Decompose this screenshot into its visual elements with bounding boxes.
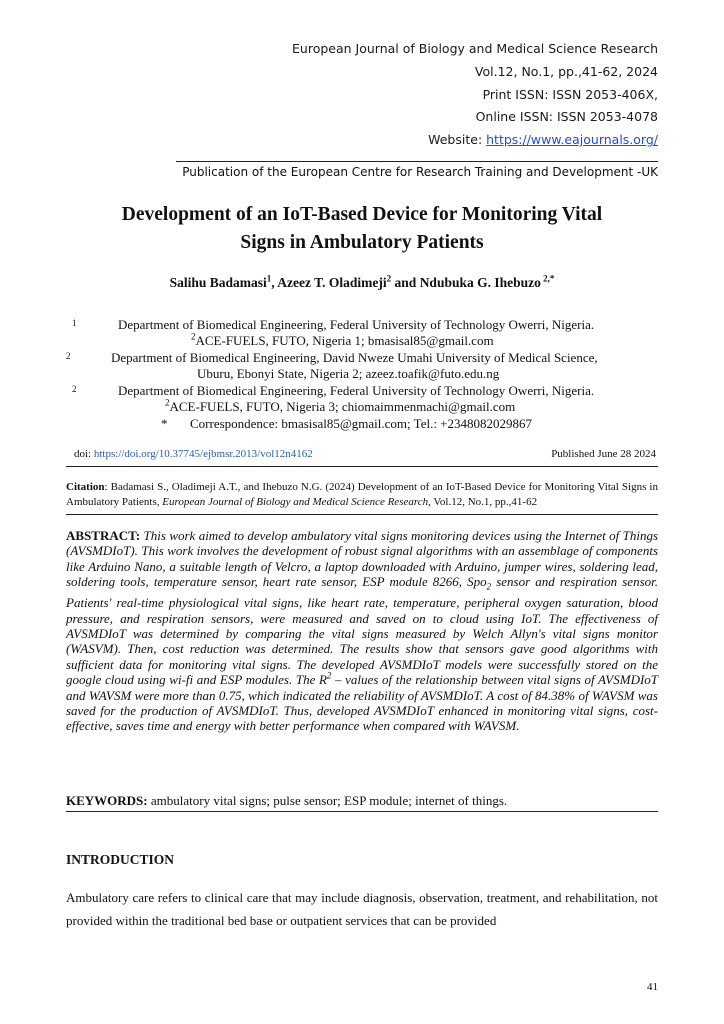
affiliation-line-4: Uburu, Ebonyi State, Nigeria 2; azeez.toafik@futo.edu.ng <box>197 366 500 381</box>
print-issn: Print ISSN: ISSN 2053-406X, <box>482 86 658 102</box>
citation-text-2: , Vol.12, No.1, pp.,41-62 <box>428 496 538 508</box>
author-2: Azeez T. Oladimeji <box>277 275 387 290</box>
citation-journal: European Journal of Biology and Medical Science Research <box>162 496 429 508</box>
affiliation-num-1: 1 <box>72 318 77 328</box>
affiliation-num-3: 2 <box>72 384 77 394</box>
title-line-1: Development of an IoT-Based Device for Monitoring Vital <box>121 204 603 225</box>
doi-row <box>74 448 656 460</box>
affiliation-line-3: Department of Biomedical Engineering, David Nweze Umahi University of Medical Science, <box>111 350 598 365</box>
citation-label: Citation <box>66 481 105 493</box>
keywords-divider <box>66 811 658 812</box>
citation <box>66 480 658 510</box>
keywords-label: KEYWORDS: <box>66 793 148 808</box>
publication-line: Publication of the European Centre for Research Training and Development -UK <box>182 165 658 179</box>
correspondence-star: * <box>161 416 168 431</box>
keywords <box>66 793 507 809</box>
website-link[interactable]: https://www.eajournals.org/ <box>486 132 658 148</box>
affiliation-num-2: 2 <box>66 351 71 361</box>
author-1: Salihu Badamasi <box>169 275 267 290</box>
title-line-2: Signs in Ambulatory Patients <box>240 232 484 253</box>
header-divider <box>176 161 658 162</box>
affiliation-line-1: Department of Biomedical Engineering, Federal University of Technology Owerri, Nigeria. <box>118 317 595 332</box>
running-header <box>292 38 658 152</box>
author-2-sup: 2 <box>386 273 392 284</box>
affiliation-line-2-text: ACE-FUELS, FUTO, Nigeria 1; bmasisal85@gmail.com <box>195 333 494 348</box>
published-date: Published June 28 2024 <box>551 448 656 460</box>
abstract-sub: 2 <box>486 581 492 592</box>
abstract-sup: 2 <box>326 670 332 681</box>
author-sep-2: and <box>391 275 420 290</box>
page-number: 41 <box>647 981 658 993</box>
affiliation-line-5: Department of Biomedical Engineering, Federal University of Technology Owerri, Nigeria. <box>118 383 595 398</box>
online-issn: Online ISSN: ISSN 2053-4078 <box>475 109 658 125</box>
affiliation-line-2-sup: 2 <box>191 331 196 342</box>
journal-name: European Journal of Biology and Medical Science Research <box>292 41 658 56</box>
correspondence-line: Correspondence: bmasisal85@gmail.com; Tel.: +2348082029867 <box>190 416 533 431</box>
author-3-sup: 2,* <box>540 273 555 284</box>
author-3: Ndubuka G. Ihebuzo <box>419 275 541 290</box>
author-sep-1: , <box>271 275 278 290</box>
affiliation-line-6-sup: 2 <box>165 397 170 408</box>
website-line <box>292 129 658 152</box>
volume-info: Vol.12, No.1, pp.,41-62, 2024 <box>474 63 658 79</box>
keywords-text: ambulatory vital signs; pulse sensor; ESP module; internet of things. <box>147 793 508 808</box>
abstract-part-1: This work aimed to develop ambulatory vital signs monitoring devices using the Internet of Things (AVSMDIoT). This work involves the development of robust signal algorithms with an assemblage of components like Arduino Nano, a suitable length of Velcro, a laptop downloaded with Arduino, jumper wires, soldering lead, soldering tools, temperature sensor, heart rate sensor, ESP module 8266, Spo <box>66 528 658 590</box>
introduction-paragraph: Ambulatory care refers to clinical care that may include diagnosis, observation, treatment, and rehabilitation, not provided within the traditional bed base or outpatient services that can be provided <box>66 890 658 928</box>
author-list <box>60 275 664 291</box>
abstract-label: ABSTRACT: <box>66 528 141 543</box>
affiliation-line-2 <box>191 333 494 350</box>
paper-title <box>60 201 664 257</box>
doi-label: doi: <box>74 448 94 460</box>
author-1-sup: 1 <box>266 273 272 284</box>
doi-link[interactable]: https://doi.org/10.37745/ejbmsr.2013/vol12n4162 <box>93 448 313 460</box>
affiliation-line-6 <box>165 399 515 416</box>
abstract-part-2: sensor and respiration sensor. Patients' real-time physiological vital signs, like heart rate, temperature, peripheral oxygen saturation, blood pressure, and respiration sensors, were measured and saved on to cloud using IoT. The effectiveness of AVSMDIoT was determined by comparing the vital signs measured by Welch Allyn's vital signs monitor (WASVM). Then, cost reduction was determined. The results show that sensors gave good algorithms with sufficient data for monitoring vital signs. The developed AVSMDIoT models were successfully stored on the google cloud using wi-fi and ESP modules. The R <box>66 574 658 688</box>
introduction-heading: INTRODUCTION <box>66 852 175 867</box>
citation-text-1: : Badamasi S., Oladimeji A.T., and Ihebuzo N.G. (2024) Development of an IoT-Based Device for Monitoring Vital Signs in Ambulatory Patients, <box>66 481 658 508</box>
abstract-part-3: – values of the relationship between vital signs of AVSMDIoT and WAVSM were more than 0.75, which indicated the reliability of AVSMDIoT. A cost of 84.38% of WAVSM was saved for the production of AVSMDIoT. Thus, developed AVSMDIoT enhanced in monitoring vital signs, cost-effective, saves time and energy with better performance when compared with WAVSM. <box>66 672 659 734</box>
citation-divider <box>66 514 658 515</box>
doi-divider <box>66 466 658 467</box>
abstract <box>66 528 658 734</box>
website-label: Website: <box>428 132 487 148</box>
affiliation-line-6-text: ACE-FUELS, FUTO, Nigeria 3; chiomaimmenmachi@gmail.com <box>169 399 516 414</box>
